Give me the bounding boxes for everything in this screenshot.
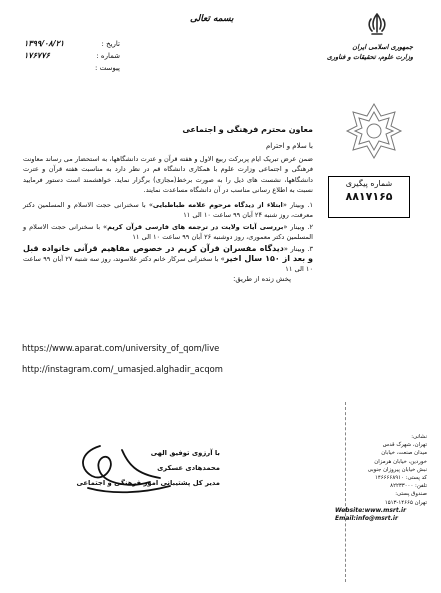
contact-line: تهران ۱۴۶۶۵-۱۵۱۳	[384, 499, 427, 506]
tracking-number-box	[328, 176, 410, 218]
national-emblem-icon	[364, 12, 390, 38]
signatory-title: مدیر کل پشتیبانی امور فرهنگی و اجتماعی	[76, 479, 220, 487]
list-item	[23, 222, 313, 243]
meta-attachment	[24, 62, 120, 74]
contact-info	[335, 433, 427, 523]
decorative-ornament-icon	[345, 102, 403, 160]
contact-line: تهران، شهرک قدس	[382, 442, 427, 449]
organization-name	[293, 42, 413, 62]
website-link[interactable]: Website:www.msrt.ir	[335, 506, 407, 514]
item-detail: » با سخنرانی حجت الاسلام و المسلمین دکتر معرفت، روز شنبه ۲۴ آبان ۹۹ ساعت ۱۰ الی ۱۱	[23, 201, 313, 220]
meta-number-label: شماره :	[96, 52, 120, 60]
contact-line: نبش خیابان پیروزان جنوبی	[367, 466, 427, 473]
contact-line: نشانی:	[411, 434, 427, 440]
item-detail: » با سخنرانی سرکار خانم دکتر علاسوند، روز سه شنبه ۲۷ آبان ۹۹ ساعت ۱۰ الی ۱۱	[23, 255, 313, 274]
contact-line: خوردین، خیابان هرمزان	[374, 458, 427, 465]
list-item	[23, 244, 313, 275]
item-prefix: ۲. وبینار «	[283, 222, 313, 231]
meta-attachment-label: پیوست :	[95, 64, 120, 72]
meta-date-value: ۱۳۹۹/۰۸/۲۱	[24, 39, 65, 48]
item-title: دیدگاه مفسران قرآن کریم در خصوص مفاهیم قرآنی خانواده قبل و بعد از ۱۵۰ سال اخیر	[23, 243, 314, 264]
letter-meta	[24, 38, 120, 74]
signature-block	[70, 446, 220, 491]
tracking-label: شماره پیگیری	[345, 179, 393, 188]
contact-line: میدان صنعت، خیابان	[381, 450, 427, 457]
intro-paragraph: ضمن عرض تبریک ایام پربرکت ربیع الاول و هفته قرآن و عترت دانشگاهها، به استحضار می رساند معاونت فرهنگی و اجتماعی وزارت علوم با همکاری دانشگاه قم در نظر دارد به مناسبت هفته قرآن و عترت دانشگاهها، نشست های ذیل را به صورت برخط(مجازی) برگزار نماید. خواهشمند است دستور فرمایید نسبت به اطلاع رسانی مناسب در آن دانشگاه مساعدت نمایند.	[23, 155, 313, 195]
contact-line: تلفن: ۸۲۲۳۳۰۰۰	[390, 483, 427, 490]
item-detail: » با سخنرانی حجت الاسلام و المسلمین دکتر معموری، روز دوشنبه ۲۶ آبان ۹۹ ساعت ۱۰ الی ۱۱	[23, 222, 313, 242]
meta-date	[24, 38, 120, 50]
live-stream-label: پخش زنده از طریق:	[233, 275, 291, 283]
meta-number	[24, 50, 120, 62]
greeting: با سلام و احترام	[265, 142, 313, 150]
meta-date-label: تاریخ :	[101, 40, 120, 48]
list-item	[23, 200, 313, 221]
org-line-country: جمهوری اسلامی ایران	[352, 43, 413, 51]
recipient-title: معاون محترم فرهنگی و اجتماعی	[182, 125, 313, 134]
email-link[interactable]: Email:info@msrt.ir	[335, 515, 398, 523]
webinar-list	[23, 200, 313, 276]
aparat-live-link[interactable]: https://www.aparat.com/university_of_qom/live	[22, 343, 220, 353]
contact-line: صندوق پستی:	[395, 491, 427, 498]
tracking-number: ۸۸۱۷۱۶۵	[345, 190, 393, 203]
item-prefix: ۳. وبینار «	[283, 244, 313, 253]
signature-closing: با آرزوی توفیق الهی	[150, 449, 220, 457]
item-title: بررسی آیات ولایت در ترجمه های فارسی قرآن کریم	[107, 222, 284, 231]
signatory-name: محمدهادی عسکری	[157, 464, 220, 472]
item-prefix: ۱. وبینار «	[282, 201, 313, 209]
bismillah-heading: بسمه تعالی	[190, 14, 234, 24]
org-line-ministry: وزارت علوم، تحقیقات و فناوری	[326, 53, 413, 61]
instagram-link[interactable]: http://instagram.com/_umasjed.alghadir_acqom	[22, 364, 223, 374]
meta-number-value: ۱۷۶۷۷۶	[24, 51, 50, 60]
item-title: ابتلاء از دیدگاه مرحوم علامه طباطبایی	[152, 201, 283, 209]
contact-line: کد پستی: ۱۴۶۶۶۶۸۹۱۰	[374, 475, 427, 482]
